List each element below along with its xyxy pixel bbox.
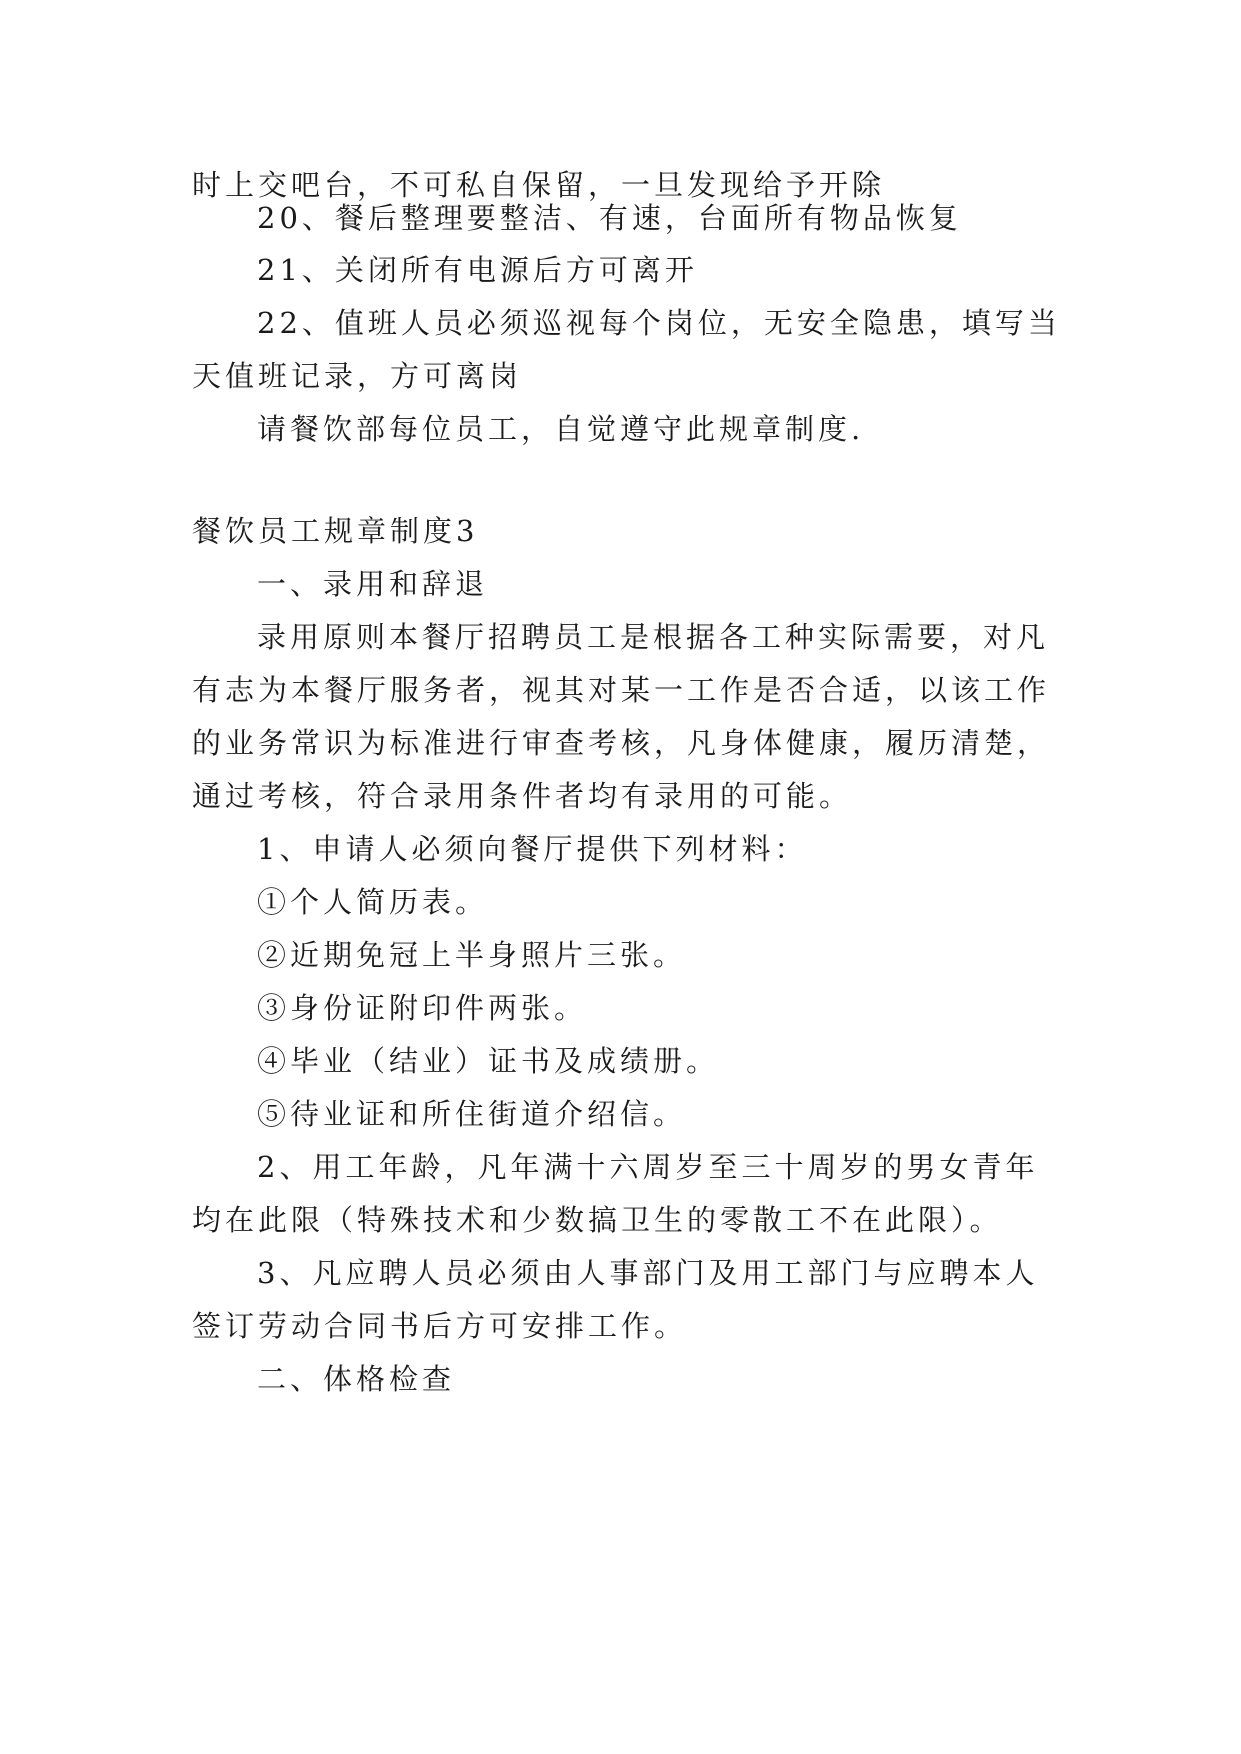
paragraph-line: 通过考核，符合录用条件者均有录用的可能。 [192,779,853,813]
list-item: ①个人简历表。 [257,885,489,919]
paragraph-line: 录用原则本餐厅招聘员工是根据各工种实际需要，对凡 [257,620,1050,654]
paragraph-line: 天值班记录，方可离岗 [192,359,523,393]
list-item: ⑤待业证和所住街道介绍信。 [257,1097,687,1131]
paragraph-line: 均在此限（特殊技术和少数搞卫生的零散工不在此限）。 [192,1203,1003,1237]
section-subheading: 一、录用和辞退 [257,567,489,601]
paragraph-line: 请餐饮部每位员工，自觉遵守此规章制度. [257,412,865,446]
paragraph-line: 1、申请人必须向餐厅提供下列材料： [257,832,808,866]
paragraph-line: 20、餐后整理要整洁、有速，台面所有物品恢复 [257,201,962,235]
list-item: ③身份证附印件两张。 [257,991,588,1025]
list-item: ④毕业（结业）证书及成绩册。 [257,1044,720,1078]
paragraph-line: 2、用工年龄，凡年满十六周岁至三十周岁的男女青年 [257,1150,1039,1184]
paragraph-line: 3、凡应聘人员必须由人事部门及用工部门与应聘本人 [257,1256,1039,1290]
paragraph-line: 22、值班人员必须巡视每个岗位，无安全隐患，填写当 [257,306,1061,340]
paragraph-line: 签订劳动合同书后方可安排工作。 [192,1309,688,1343]
section-heading: 餐饮员工规章制度3 [192,514,479,548]
paragraph-line: 21、关闭所有电源后方可离开 [257,253,698,287]
section-subheading: 二、体格检查 [257,1362,456,1396]
list-item: ②近期免冠上半身照片三张。 [257,938,687,972]
paragraph-line: 的业务常识为标准进行审查考核，凡身体健康，履历清楚， [192,726,1051,760]
paragraph-line: 有志为本餐厅服务者，视其对某一工作是否合适，以该工作 [192,673,1051,707]
paragraph-line: 时上交吧台，不可私自保留，一旦发现给予开除 [192,168,886,202]
